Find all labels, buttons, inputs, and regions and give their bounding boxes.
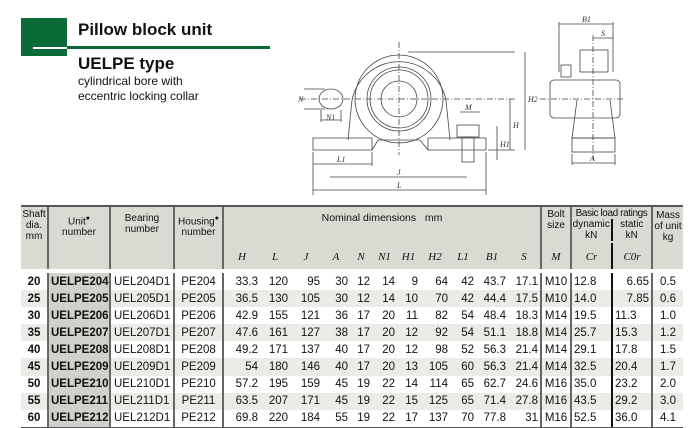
cell-bolt-size: M16: [541, 393, 571, 410]
header-mass-line: of unit: [654, 221, 682, 232]
cell-dynamic-load: 52.5: [571, 410, 612, 428]
label-N: N: [298, 95, 304, 104]
cell-dim-N: 17: [350, 358, 372, 375]
cell-dim-H: 69.8: [223, 410, 260, 428]
cell-dim-S: 18.3: [508, 307, 541, 324]
cell-bolt-size: M14: [541, 307, 571, 324]
cell-dim-S: 21.4: [508, 358, 541, 375]
header-mass-line: Mass: [656, 210, 680, 221]
cell-dim-H2: 70: [420, 290, 450, 307]
cell-bearing-number: UEL210D1: [110, 376, 174, 393]
cell-dim-H1: 17: [397, 410, 420, 428]
cell-shaft-dia: 35: [21, 324, 48, 341]
header-bearing-line: number: [125, 224, 159, 235]
cell-dim-N1: 20: [372, 307, 397, 324]
cell-dim-H1: 10: [397, 290, 420, 307]
cell-dim-L: 207: [260, 393, 290, 410]
label-B1: B1: [582, 15, 591, 24]
label-L: L: [397, 181, 402, 190]
table-row: [21, 376, 683, 393]
cell-unit-number: UELPE204: [48, 273, 110, 290]
header-bolt-line: size: [547, 220, 565, 231]
cell-dim-L: 120: [260, 273, 290, 290]
cell-shaft-dia: 25: [21, 290, 48, 307]
dimensions-table: [21, 205, 683, 428]
cell-dim-L1: 65: [450, 376, 476, 393]
cell-dim-H: 54: [223, 358, 260, 375]
cell-dim-S: 31: [508, 410, 541, 428]
cell-unit-mass: 0.6: [652, 290, 683, 307]
cell-dim-H1: 14: [397, 376, 420, 393]
cell-dim-B1: 56.3: [476, 358, 508, 375]
cell-static-load: 11.3: [612, 307, 652, 324]
cell-dim-N: 12: [350, 290, 372, 307]
header-symbol: A: [322, 243, 350, 269]
cell-housing-number: PE212: [174, 410, 223, 428]
cell-dim-H: 57.2: [223, 376, 260, 393]
description-line-1: cylindrical bore with: [78, 74, 183, 88]
cell-dim-L: 220: [260, 410, 290, 428]
cell-housing-number: PE204: [174, 273, 223, 290]
cell-dim-B1: 44.4: [476, 290, 508, 307]
page-title: Pillow block unit: [78, 20, 213, 39]
front-view-drawing: [290, 30, 520, 200]
cell-bearing-number: UEL209D1: [110, 358, 174, 375]
cell-dim-N1: 20: [372, 341, 397, 358]
header-mass: [652, 206, 683, 243]
cell-unit-number: UELPE208: [48, 341, 110, 358]
cell-dim-N1: 22: [372, 393, 397, 410]
cell-dim-N: 12: [350, 273, 372, 290]
table-row: [21, 307, 683, 324]
cell-dim-L1: 65: [450, 393, 476, 410]
cell-static-load: 20.4: [612, 358, 652, 375]
table-row: [21, 410, 683, 428]
cell-unit-number: UELPE212: [48, 410, 110, 428]
header-shaft-line: dia.: [25, 220, 43, 231]
label-H1: H1: [500, 140, 510, 149]
cell-dynamic-load: 25.7: [571, 324, 612, 341]
cell-static-load: 23.2: [612, 376, 652, 393]
cell-unit-mass: 0.5: [652, 273, 683, 290]
header-shaft-line: Shaft: [22, 209, 46, 220]
cell-unit-number: UELPE206: [48, 307, 110, 324]
cell-dim-N1: 20: [372, 324, 397, 341]
header-symbol: M: [541, 243, 571, 269]
cell-unit-number: UELPE207: [48, 324, 110, 341]
label-N1: N1: [326, 113, 336, 122]
cell-shaft-dia: 50: [21, 376, 48, 393]
table-row: [21, 324, 683, 341]
cell-dim-H: 33.3: [223, 273, 260, 290]
cell-housing-number: PE208: [174, 341, 223, 358]
title-underline: [33, 46, 270, 49]
cell-unit-mass: 1.5: [652, 341, 683, 358]
cell-unit-number: UELPE211: [48, 393, 110, 410]
cell-dim-L1: 60: [450, 358, 476, 375]
cell-dim-H: 63.5: [223, 393, 260, 410]
cell-dim-N1: 22: [372, 376, 397, 393]
cell-housing-number: PE210: [174, 376, 223, 393]
header-symbol: H1: [397, 243, 420, 269]
cell-dim-B1: 62.7: [476, 376, 508, 393]
cell-dim-J: 127: [290, 324, 322, 341]
header-symbol: J: [290, 243, 322, 269]
cell-unit-mass: 4.1: [652, 410, 683, 428]
cell-dim-L: 171: [260, 341, 290, 358]
cell-dynamic-load: 19.5: [571, 307, 612, 324]
type-title: UELPE type: [78, 54, 175, 73]
cell-dim-A: 38: [322, 324, 350, 341]
cell-bearing-number: UEL212D1: [110, 410, 174, 428]
header-bearing-line: Bearing: [124, 213, 160, 224]
cell-dim-S: 17.1: [508, 273, 541, 290]
cell-dim-H: 49.2: [223, 341, 260, 358]
cell-dim-H1: 11: [397, 307, 420, 324]
cell-housing-number: PE205: [174, 290, 223, 307]
cell-bolt-size: M14: [541, 358, 571, 375]
header-shaft: [21, 206, 48, 269]
cell-unit-mass: 1.7: [652, 358, 683, 375]
cell-dim-L1: 54: [450, 324, 476, 341]
cell-dim-H1: 9: [397, 273, 420, 290]
header-load-title: Basic load ratings: [575, 208, 648, 219]
header-symbol: L: [260, 243, 290, 269]
cell-dynamic-load: 14.0: [571, 290, 612, 307]
header-symbol: S: [508, 243, 541, 269]
cell-shaft-dia: 45: [21, 358, 48, 375]
table-row: [21, 273, 683, 290]
cell-unit-mass: 1.0: [652, 307, 683, 324]
table-row: [21, 341, 683, 358]
cell-dynamic-load: 29.1: [571, 341, 612, 358]
cell-dim-A: 40: [322, 341, 350, 358]
header-symbol: H2: [420, 243, 450, 269]
cell-shaft-dia: 60: [21, 410, 48, 428]
cell-dim-S: 17.5: [508, 290, 541, 307]
cell-unit-number: UELPE205: [48, 290, 110, 307]
cell-housing-number: PE207: [174, 324, 223, 341]
cell-dim-H1: 12: [397, 341, 420, 358]
header-symbol: N: [350, 243, 372, 269]
cell-static-load: 6.65: [612, 273, 652, 290]
cell-dim-J: 146: [290, 358, 322, 375]
cell-dim-N: 19: [350, 393, 372, 410]
cell-dim-A: 30: [322, 290, 350, 307]
cell-dim-S: 24.6: [508, 376, 541, 393]
footnote-marker: ●: [214, 215, 219, 222]
cell-dim-H: 42.9: [223, 307, 260, 324]
cell-bearing-number: UEL207D1: [110, 324, 174, 341]
cell-dim-J: 159: [290, 376, 322, 393]
cell-unit-mass: 2.0: [652, 376, 683, 393]
cell-dim-N: 17: [350, 307, 372, 324]
cell-dim-B1: 51.1: [476, 324, 508, 341]
header-unit: [48, 206, 110, 269]
cell-static-load: 17.8: [612, 341, 652, 358]
underline-notch: [33, 47, 67, 49]
cell-dim-H2: 114: [420, 376, 450, 393]
label-M: M: [465, 103, 472, 112]
cell-dim-A: 45: [322, 376, 350, 393]
cell-dim-A: 30: [322, 273, 350, 290]
cell-dim-H2: 125: [420, 393, 450, 410]
header-static-line: static: [620, 219, 644, 230]
cell-bearing-number: UEL211D1: [110, 393, 174, 410]
cell-dim-A: 40: [322, 358, 350, 375]
table-row: [21, 358, 683, 375]
cell-dim-J: 121: [290, 307, 322, 324]
header-nominal-dimensions: Nominal dimensions mm: [223, 206, 541, 243]
header-static: [613, 219, 652, 241]
header-bolt-line: Bolt: [547, 209, 565, 220]
cell-dim-L: 130: [260, 290, 290, 307]
header-symbol-empty: [652, 243, 683, 269]
cell-bearing-number: UEL204D1: [110, 273, 174, 290]
header-dynamic: [572, 219, 613, 241]
cell-bolt-size: M10: [541, 290, 571, 307]
cell-dim-L: 155: [260, 307, 290, 324]
header-housing: [174, 206, 223, 269]
cell-dim-H: 36.5: [223, 290, 260, 307]
table-body: [21, 269, 683, 428]
cell-dim-A: 45: [322, 393, 350, 410]
cell-dynamic-load: 12.8: [571, 273, 612, 290]
cell-unit-number: UELPE210: [48, 376, 110, 393]
cell-dynamic-load: 35.0: [571, 376, 612, 393]
cell-bearing-number: UEL206D1: [110, 307, 174, 324]
header-dynamic-line: dynamic: [572, 219, 610, 230]
cell-dim-N1: 22: [372, 410, 397, 428]
cell-dim-B1: 71.4: [476, 393, 508, 410]
cell-dim-S: 18.8: [508, 324, 541, 341]
cell-dim-N1: 20: [372, 358, 397, 375]
cell-static-load: 36.0: [612, 410, 652, 428]
cell-dim-H1: 13: [397, 358, 420, 375]
header-load-ratings: [571, 206, 652, 243]
header-symbol: B1: [476, 243, 508, 269]
table-row: [21, 393, 683, 410]
cell-housing-number: PE209: [174, 358, 223, 375]
side-view-drawing: [520, 10, 670, 170]
cell-dim-L: 180: [260, 358, 290, 375]
cell-dim-J: 171: [290, 393, 322, 410]
type-description: [78, 74, 199, 104]
cell-dim-H2: 92: [420, 324, 450, 341]
cell-dynamic-load: 32.5: [571, 358, 612, 375]
cell-dim-N1: 14: [372, 273, 397, 290]
cell-housing-number: PE211: [174, 393, 223, 410]
brand-square: [21, 18, 67, 56]
cell-shaft-dia: 55: [21, 393, 48, 410]
cell-dim-J: 105: [290, 290, 322, 307]
cell-dim-H1: 12: [397, 324, 420, 341]
cell-dim-L1: 42: [450, 273, 476, 290]
cell-dim-L1: 54: [450, 307, 476, 324]
cell-shaft-dia: 20: [21, 273, 48, 290]
header-symbol: C0r: [612, 243, 652, 269]
cell-dim-B1: 77.8: [476, 410, 508, 428]
cell-unit-mass: 1.2: [652, 324, 683, 341]
header-housing-line: Housing: [178, 216, 215, 228]
cell-dim-H1: 15: [397, 393, 420, 410]
label-L1: L1: [337, 155, 346, 164]
cell-dim-H: 47.6: [223, 324, 260, 341]
header-bolt: [541, 206, 571, 243]
cell-dim-L: 161: [260, 324, 290, 341]
cell-dim-H2: 137: [420, 410, 450, 428]
cell-dim-N: 17: [350, 341, 372, 358]
header-unit-line: number: [62, 227, 96, 239]
cell-dim-J: 95: [290, 273, 322, 290]
cell-shaft-dia: 30: [21, 307, 48, 324]
cell-dynamic-load: 43.5: [571, 393, 612, 410]
cell-unit-mass: 3.0: [652, 393, 683, 410]
header-symbol: N1: [372, 243, 397, 269]
header-dynamic-line: kN: [585, 230, 598, 241]
cell-shaft-dia: 40: [21, 341, 48, 358]
cell-dim-H2: 98: [420, 341, 450, 358]
cell-dim-A: 36: [322, 307, 350, 324]
label-H: H: [513, 121, 519, 130]
cell-housing-number: PE206: [174, 307, 223, 324]
label-A: A: [590, 154, 595, 163]
cell-dim-J: 137: [290, 341, 322, 358]
header-housing-line: number: [181, 227, 216, 239]
label-H2: H2: [528, 95, 538, 104]
cell-dim-H2: 82: [420, 307, 450, 324]
cell-static-load: 15.3: [612, 324, 652, 341]
cell-static-load: 7.85: [612, 290, 652, 307]
cell-bolt-size: M16: [541, 410, 571, 428]
cell-dim-N: 17: [350, 324, 372, 341]
cell-dim-J: 184: [290, 410, 322, 428]
header-symbol: Cr: [571, 243, 612, 269]
cell-dim-H2: 105: [420, 358, 450, 375]
header-symbol: H: [223, 243, 260, 269]
cell-dim-L1: 42: [450, 290, 476, 307]
header-unit-line: Unit: [67, 216, 86, 228]
header-bearing: [110, 206, 174, 269]
label-S: S: [601, 29, 605, 38]
cell-unit-number: UELPE209: [48, 358, 110, 375]
description-line-2: eccentric locking collar: [78, 89, 199, 103]
header-symbol: L1: [450, 243, 476, 269]
cell-dim-H2: 64: [420, 273, 450, 290]
cell-dim-B1: 43.7: [476, 273, 508, 290]
cell-bearing-number: UEL208D1: [110, 341, 174, 358]
cell-bearing-number: UEL205D1: [110, 290, 174, 307]
header-static-line: kN: [625, 230, 638, 241]
cell-static-load: 29.2: [612, 393, 652, 410]
cell-dim-L1: 70: [450, 410, 476, 428]
cell-dim-L1: 52: [450, 341, 476, 358]
cell-dim-S: 27.8: [508, 393, 541, 410]
header-mass-line: kg: [662, 232, 674, 243]
cell-dim-B1: 48.4: [476, 307, 508, 324]
cell-dim-N1: 14: [372, 290, 397, 307]
cell-dim-A: 55: [322, 410, 350, 428]
cell-bolt-size: M14: [541, 324, 571, 341]
table-row: [21, 290, 683, 307]
footnote-marker: ●: [85, 215, 91, 222]
cell-dim-B1: 56.3: [476, 341, 508, 358]
header-shaft-line: mm: [25, 231, 43, 242]
label-J: J: [397, 168, 401, 177]
cell-dim-N: 19: [350, 376, 372, 393]
cell-bolt-size: M16: [541, 376, 571, 393]
cell-bolt-size: M10: [541, 273, 571, 290]
cell-bolt-size: M14: [541, 341, 571, 358]
cell-dim-L: 195: [260, 376, 290, 393]
cell-dim-N: 19: [350, 410, 372, 428]
cell-dim-S: 21.4: [508, 341, 541, 358]
